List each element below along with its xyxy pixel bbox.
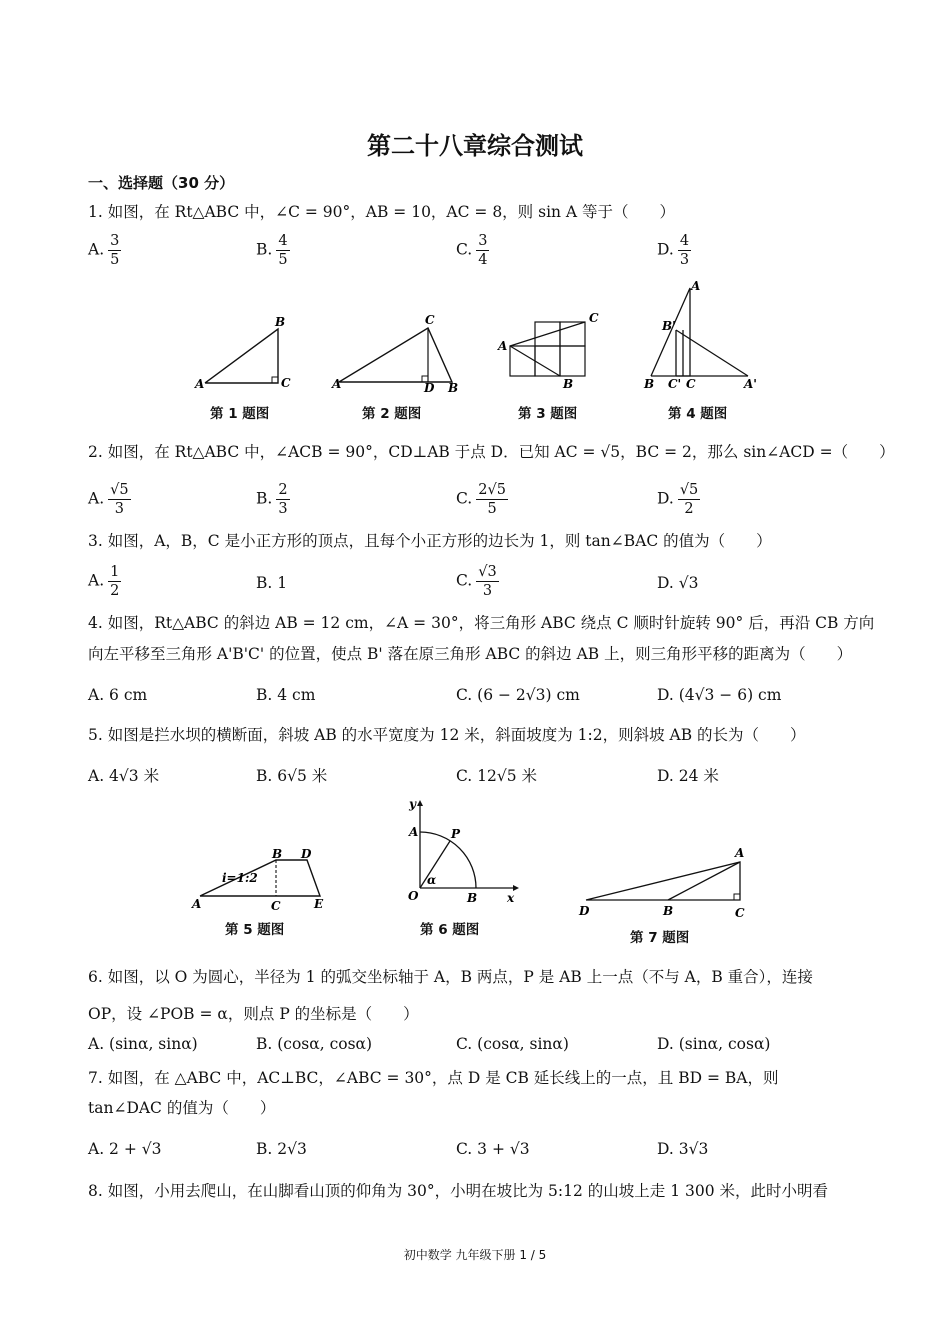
figure-6-caption: 第 6 题图 (420, 922, 480, 938)
q3-option-d: D. √3 (657, 574, 699, 592)
q3-option-c: C. $\frac{√3}{3}$ (456, 564, 497, 599)
q4-option-b: B. 4 cm (256, 686, 316, 704)
figure-5 (190, 848, 335, 913)
q2-option-c: C. $\frac{2√5}{5}$ (456, 482, 506, 517)
q7-option-a: A. 2 + √3 (88, 1140, 162, 1158)
figure-7 (575, 843, 755, 923)
fig6-label-x: x (507, 891, 515, 905)
q1-option-b: B. $\frac{4}{5}$ (256, 233, 288, 268)
q7-option-d: D. 3√3 (657, 1140, 709, 1158)
question-4-line-2: 向左平移至三角形 A'B'C' 的位置，使点 B' 落在原三角形 ABC 的斜边 AB 上，则三角形平移的距离为（ ） (88, 645, 853, 663)
fig3-label-b: B (563, 377, 574, 391)
figure-6 (395, 797, 520, 908)
question-3-text: 3. 如图，A，B，C 是小正方形的顶点，且每个小正方形的边长为 1，则 tan∠BAC 的值为（ ） (88, 532, 772, 550)
q2-option-a: A. $\frac{√5}{3}$ (88, 482, 129, 517)
question-2-text: 2. 如图，在 Rt△ABC 中，∠ACB = 90°，CD⊥AB 于点 D．已知 AC = √5，BC = 2，那么 sin∠ACD =（ ） (88, 443, 895, 461)
q6-option-d: D. (sinα, cosα) (657, 1035, 771, 1053)
fig6-label-p: P (451, 827, 461, 841)
fig1-label-b: B (275, 315, 286, 329)
fig3-label-c: C (589, 311, 599, 325)
q7-option-c: C. 3 + √3 (456, 1140, 530, 1158)
fig7-label-b: B (663, 904, 674, 918)
fig4-label-c: C (686, 377, 696, 391)
fig5-slope-label: i=1:2 (222, 871, 258, 885)
fig2-label-c: C (425, 313, 435, 327)
q1-option-a: A. $\frac{3}{5}$ (88, 233, 120, 268)
fig4-label-cp: C' (668, 377, 682, 391)
figure-2 (330, 312, 465, 394)
fig6-label-alpha: α (427, 873, 437, 887)
q2-option-b: B. $\frac{2}{3}$ (256, 482, 288, 517)
figure-4-caption: 第 4 题图 (668, 406, 728, 422)
fig2-label-b: B (448, 381, 459, 395)
q1-option-c: C. $\frac{3}{4}$ (456, 233, 488, 268)
section-heading: 一、选择题（30 分） (88, 174, 235, 192)
fig3-label-a: A (498, 339, 508, 353)
q6-option-b: B. (cosα, cosα) (256, 1035, 373, 1053)
fig6-label-y: y (409, 797, 416, 811)
fig6-label-b: B (467, 891, 478, 905)
figure-5-caption: 第 5 题图 (225, 922, 285, 938)
figure-3 (495, 308, 610, 393)
question-6-line-2: OP，设 ∠POB = α，则点 P 的坐标是（ ） (88, 1005, 419, 1023)
question-1-text: 1. 如图，在 Rt△ABC 中，∠C = 90°，AB = 10，AC = 8，则 sin A 等于（ ） (88, 203, 676, 221)
fig5-label-a: A (192, 897, 202, 911)
fig7-label-c: C (735, 906, 745, 920)
q2-option-d: D. $\frac{√5}{2}$ (657, 482, 699, 517)
q3-option-a: A. $\frac{1}{2}$ (88, 564, 120, 599)
page-footer: 初中数学 九年级下册 1 / 5 (403, 1248, 547, 1262)
q5-option-a: A. 4√3 米 (88, 767, 160, 785)
q7-option-b: B. 2√3 (256, 1140, 307, 1158)
question-8-text: 8. 如图，小用去爬山，在山脚看山顶的仰角为 30°，小明在坡比为 5:12 的山坡上走 1 300 米，此时小明看 (88, 1182, 829, 1200)
q5-option-c: C. 12√5 米 (456, 767, 538, 785)
question-7-line-1: 7. 如图，在 △ABC 中，AC⊥BC，∠ABC = 30°，点 D 是 CB 延长线上的一点，且 BD = BA，则 (88, 1069, 779, 1087)
figure-7-caption: 第 7 题图 (630, 930, 690, 946)
fig2-label-a: A (332, 377, 342, 391)
fig4-label-b: B (644, 377, 655, 391)
fig4-label-ap: A' (744, 377, 757, 391)
figure-1-caption: 第 1 题图 (210, 406, 270, 422)
q4-option-c: C. (6 − 2√3) cm (456, 686, 580, 704)
fig5-label-c: C (271, 899, 281, 913)
figure-4 (640, 280, 765, 392)
q6-option-a: A. (sinα, sinα) (88, 1035, 198, 1053)
fig6-label-a: A (409, 825, 419, 839)
q4-option-d: D. (4√3 − 6) cm (657, 686, 782, 704)
q1-option-d: D. $\frac{4}{3}$ (657, 233, 690, 268)
figure-1 (195, 315, 295, 395)
fig4-label-bp: B' (662, 319, 676, 333)
q4-option-a: A. 6 cm (88, 686, 148, 704)
question-4-line-1: 4. 如图，Rt△ABC 的斜边 AB = 12 cm，∠A = 30°，将三角形 ABC 绕点 C 顺时针旋转 90° 后，再沿 CB 方向 (88, 614, 875, 632)
page-title: 第二十八章综合测试 (367, 132, 583, 160)
fig5-label-d: D (301, 847, 312, 861)
fig4-label-a: A (691, 279, 701, 293)
q5-option-d: D. 24 米 (657, 767, 719, 785)
q6-option-c: C. (cosα, sinα) (456, 1035, 569, 1053)
q5-option-b: B. 6√5 米 (256, 767, 328, 785)
fig1-label-c: C (281, 376, 291, 390)
figure-2-caption: 第 2 题图 (362, 406, 422, 422)
fig7-label-a: A (735, 846, 745, 860)
fig5-label-e: E (314, 897, 324, 911)
question-6-line-1: 6. 如图，以 O 为圆心，半径为 1 的弧交坐标轴于 A，B 两点，P 是 AB 上一点（不与 A，B 重合），连接 (88, 968, 813, 986)
fig5-label-b: B (272, 847, 283, 861)
fig6-label-o: O (408, 889, 419, 903)
fig1-label-a: A (195, 377, 205, 391)
fig2-label-d: D (424, 381, 435, 395)
q3-option-b: B. 1 (256, 574, 288, 592)
figure-3-caption: 第 3 题图 (518, 406, 578, 422)
question-5-text: 5. 如图是拦水坝的横断面，斜坡 AB 的水平宽度为 12 米，斜面坡度为 1:2，则斜坡 AB 的长为（ ） (88, 726, 806, 744)
question-7-line-2: tan∠DAC 的值为（ ） (88, 1099, 276, 1117)
fig7-label-d: D (579, 904, 590, 918)
